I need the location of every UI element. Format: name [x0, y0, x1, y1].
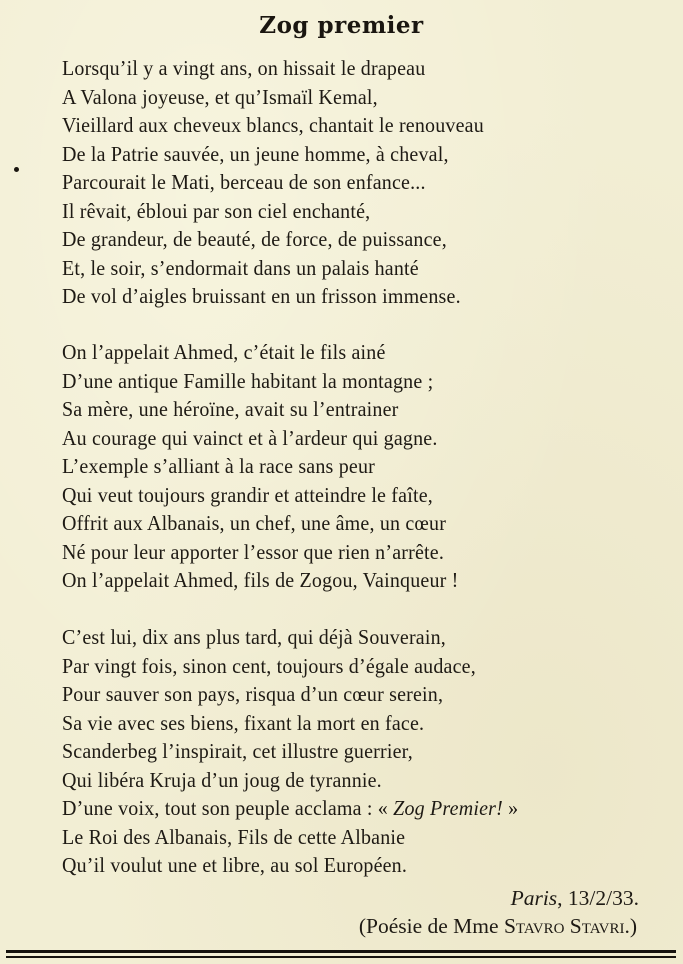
- acclaim-prefix: D’une voix, tout son peuple acclama : «: [62, 796, 394, 820]
- stanza-3: [62, 623, 672, 880]
- verse-line: Qui veut toujours grandir et atteindre le faîte,: [62, 482, 433, 507]
- ink-speck: [14, 167, 19, 172]
- acclaim-suffix: »: [502, 796, 519, 820]
- verse-line: On l’appelait Ahmed, fils de Zogou, Vainqueur !: [62, 568, 459, 592]
- verse-line: C’est lui, dix ans plus tard, qui déjà Souverain,: [62, 625, 446, 649]
- verse-line: De la Patrie sauvée, un jeune homme, à cheval,: [62, 141, 449, 166]
- verse-line: De vol d’aigles bruissant en un frisson immense.: [62, 284, 461, 308]
- verse-line: De grandeur, de beauté, de force, de puissance,: [62, 227, 447, 251]
- verse-line: Lorsqu’il y a vingt ans, on hissait le drapeau: [62, 56, 426, 80]
- author-credit: [359, 912, 637, 940]
- place-date: [511, 884, 639, 912]
- verse-line: Et, le soir, s’endormait dans un palais hanté: [62, 255, 419, 280]
- date: , 13/2/33.: [557, 886, 639, 910]
- author-name: Stavro Stavri: [503, 914, 625, 938]
- poem-title: Zog premier: [259, 12, 424, 39]
- acclaim-italic: Zog Premier!: [393, 796, 503, 820]
- verse-line: D’une antique Famille habitant la montagne ;: [62, 368, 434, 393]
- verse-line: Qui libéra Kruja d’un joug de tyrannie.: [62, 767, 382, 792]
- verse-line: Né pour leur apporter l’essor que rien n’arrête.: [62, 539, 445, 564]
- verse-line: On l’appelait Ahmed, c’était le fils ainé: [62, 340, 386, 364]
- divider-rule-thin: [6, 956, 676, 958]
- verse-line: Par vingt fois, sinon cent, toujours d’égale audace,: [62, 653, 476, 678]
- verse-line-acclaim: [62, 794, 629, 823]
- verse-line: L’exemple s’alliant à la race sans peur: [62, 454, 375, 478]
- place-name: Paris: [510, 886, 558, 910]
- verse-line: Pour sauver son pays, risqua d’un cœur serein,: [62, 682, 444, 706]
- verse-line: Qu’il voulut une et libre, au sol Européen.: [62, 853, 408, 877]
- divider-rule-thick: [6, 950, 676, 953]
- stanza-1: [62, 54, 672, 311]
- verse-line: Le Roi des Albanais, Fils de cette Albanie: [62, 824, 406, 849]
- verse-line: Il rêvait, ébloui par son ciel enchanté,: [62, 198, 371, 223]
- verse-line: Scanderbeg l’inspirait, cet illustre guerrier,: [62, 739, 413, 763]
- verse-line: Parcourait le Mati, berceau de son enfance...: [62, 170, 426, 194]
- verse-line: Sa mère, une héroïne, avait su l’entrainer: [62, 397, 399, 421]
- credit-suffix: .): [624, 914, 637, 938]
- verse-line: A Valona joyeuse, et qu’Ismaïl Kemal,: [62, 84, 378, 109]
- verse-line: Offrit aux Albanais, un chef, une âme, un cœur: [62, 511, 447, 535]
- credit-prefix: (Poésie de Mme: [358, 914, 504, 938]
- verse-line: Au courage qui vainct et à l’ardeur qui gagne.: [62, 425, 438, 450]
- verse-line: Vieillard aux cheveux blancs, chantait le renouveau: [62, 113, 484, 137]
- verse-line: Sa vie avec ses biens, fixant la mort en face.: [62, 710, 425, 735]
- stanza-2: [62, 338, 672, 595]
